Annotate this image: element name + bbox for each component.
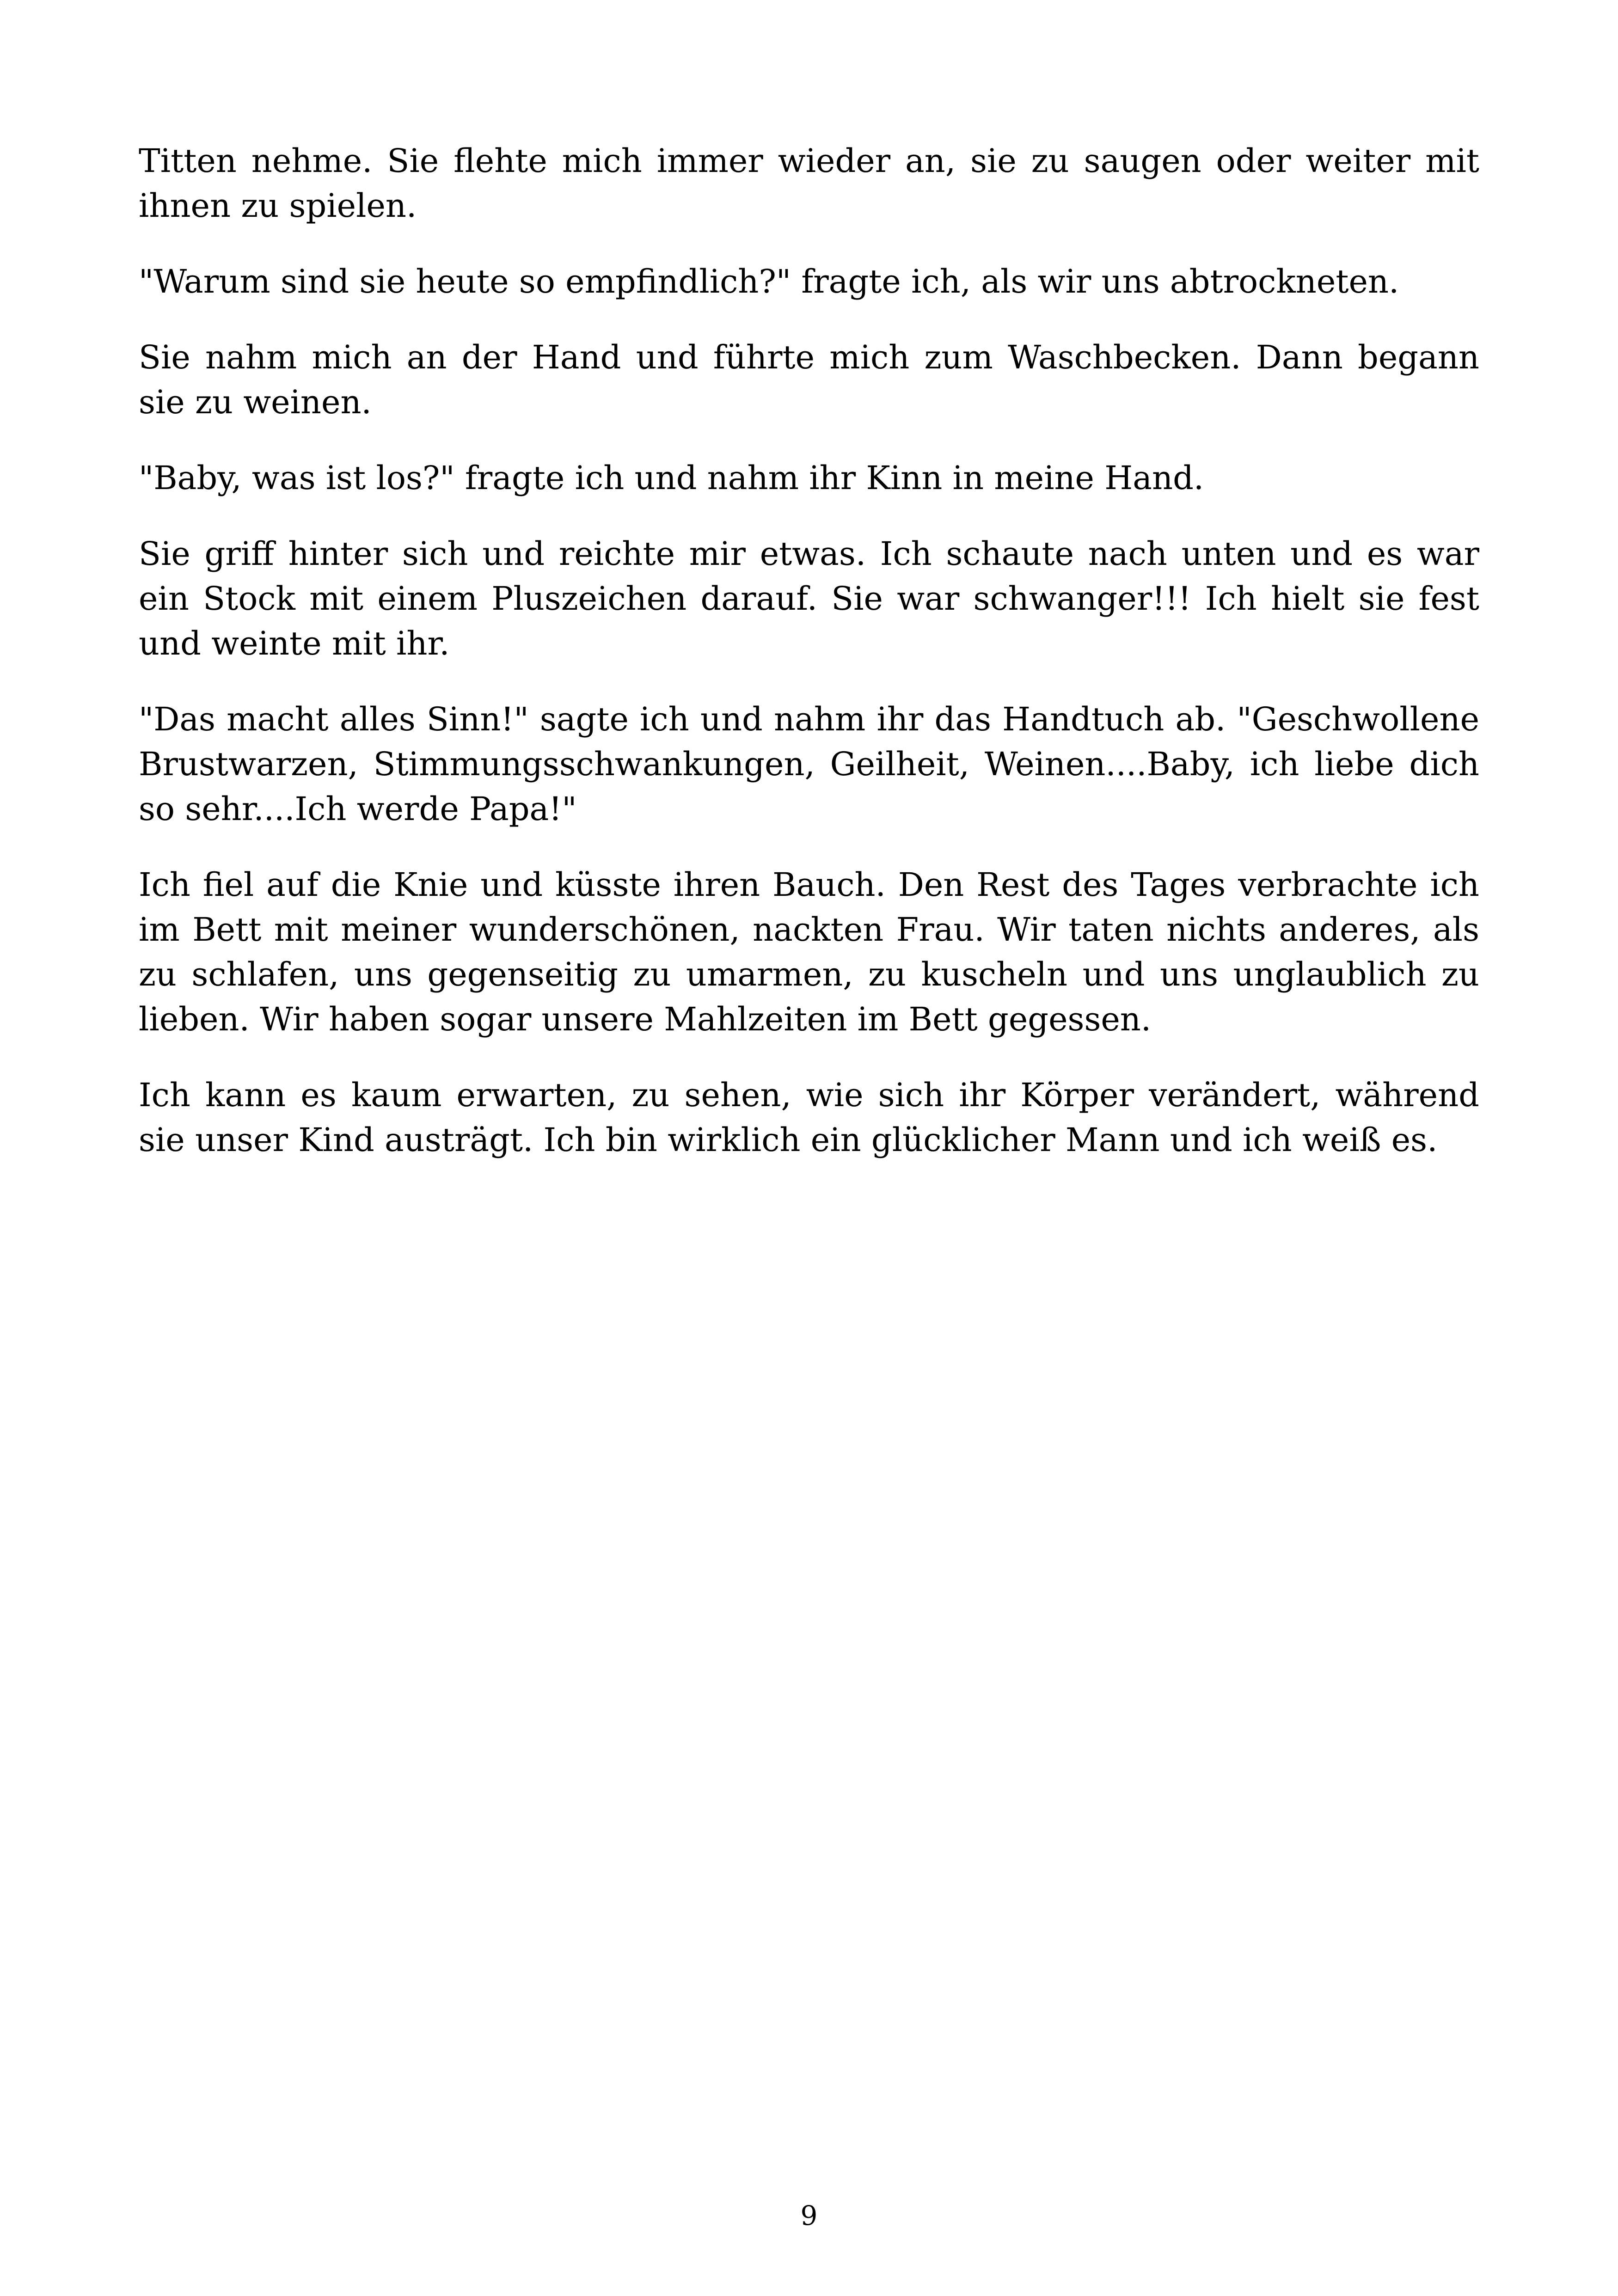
paragraph: "Das macht alles Sinn!" sagte ich und nahm ihr das Handtuch ab. "Geschwollene Brustwarzen, Stimmungsschwankungen, Geilheit, Weinen....Baby, ich liebe dich so sehr....Ich werde Papa!" <box>139 700 1479 828</box>
paragraph: Titten nehme. Sie flehte mich immer wieder an, sie zu saugen oder weiter mit ihnen zu spielen. <box>139 142 1479 225</box>
paragraph: Sie griff hinter sich und reichte mir etwas. Ich schaute nach unten und es war ein Stock mit einem Pluszeichen darauf. Sie war schwanger!!! Ich hielt sie fest und weinte mit ihr. <box>139 535 1479 662</box>
body-text <box>139 139 1479 1194</box>
paragraph: Sie nahm mich an der Hand und führte mich zum Waschbecken. Dann begann sie zu weinen. <box>139 338 1479 421</box>
paragraph: "Warum sind sie heute so empfindlich?" fragte ich, als wir uns abtrockneten. <box>139 263 1399 300</box>
page-number: 9 <box>800 2200 818 2231</box>
paragraph: Ich fiel auf die Knie und küsste ihren Bauch. Den Rest des Tages verbrachte ich im Bett mit meiner wunderschönen, nackten Frau. Wir taten nichts anderes, als zu schlafen, uns gegenseitig zu umarmen, zu kuscheln und uns unglaublich zu lieben. Wir haben sogar unsere Mahlzeiten im Bett gegessen. <box>139 866 1479 1038</box>
paragraph: "Baby, was ist los?" fragte ich und nahm ihr Kinn in meine Hand. <box>139 459 1204 497</box>
paragraph: Ich kann es kaum erwarten, zu sehen, wie sich ihr Körper verändert, während sie unser Kind austrägt. Ich bin wirklich ein glücklicher Mann und ich weiß es. <box>139 1076 1479 1159</box>
